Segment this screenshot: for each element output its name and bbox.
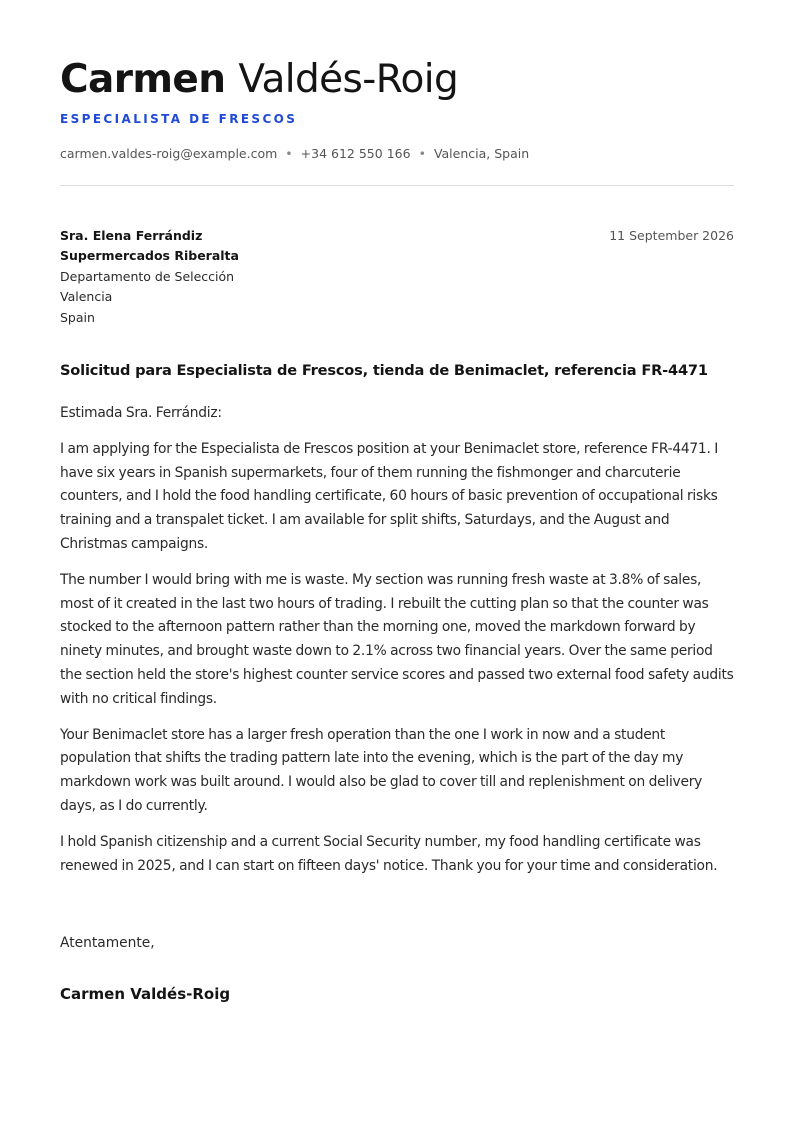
contact-line	[60, 145, 529, 163]
recipient-department: Departamento de Selección	[60, 268, 235, 284]
recipient-name: Sra. Elena Ferrándiz	[60, 228, 203, 243]
applicant-name	[60, 56, 458, 104]
recipient-city: Valencia	[60, 289, 113, 305]
applicant-last-name: Valdés-Roig	[238, 57, 459, 102]
contact-separator: •	[418, 146, 426, 161]
contact-email: carmen.valdes-roig@example.com	[60, 146, 278, 161]
applicant-role: ESPECIALISTA DE FRESCOS	[60, 112, 298, 126]
recipient-block	[60, 226, 239, 328]
body-paragraph: Your Benimaclet store has a larger fresh operation than the one I work in now and a student population that shifts the trading pattern late into the evening, which is the part of the day my markdown work was built around. I would also be glad to cover till and replenishment on delivery days, as I do currently.	[60, 726, 703, 814]
body-paragraph: I am applying for the Especialista de Frescos position at your Benimaclet store, reference FR-4471. I have six years in Spanish supermarkets, four of them running the fishmonger and charcuterie counters, and I hold the food handling certificate, 60 hours of basic prevention of occupational risks training and a transpalet ticket. I am available for split shifts, Saturdays, and the August and Christmas campaigns.	[60, 440, 719, 552]
contact-separator: •	[285, 146, 293, 161]
applicant-first-name: Carmen	[60, 57, 226, 102]
header-divider	[60, 185, 734, 186]
recipient-company: Supermercados Riberalta	[60, 248, 239, 264]
closing-phrase: Atentamente,	[60, 935, 155, 951]
body-paragraph: I hold Spanish citizenship and a current Social Security number, my food handling certificate was renewed in 2025, and I can start on fifteen days' notice. Thank you for your time and consideration.	[60, 833, 718, 874]
contact-location: Valencia, Spain	[433, 146, 530, 161]
body-paragraph: The number I would bring with me is waste. My section was running fresh waste at 3.8% of sales, most of it created in the last two hours of trading. I rebuilt the cutting plan so that the counter was stocked to the afternoon pattern rather than the morning one, moved the markdown forward by ninety minutes, and brought waste down to 2.1% across two financial years. Over the same period the section held the store's highest counter service scores and passed two external food safety audits with no critical findings.	[60, 571, 734, 707]
salutation: Estimada Sra. Ferrándiz:	[60, 405, 222, 421]
letter-subject: Solicitud para Especialista de Frescos, tienda de Benimaclet, referencia FR-4471	[60, 362, 708, 379]
recipient-country: Spain	[60, 309, 95, 325]
letter-body	[60, 402, 734, 890]
letter-date: 11 September 2026	[609, 228, 734, 243]
signature-name: Carmen Valdés-Roig	[60, 985, 231, 1003]
contact-phone: +34 612 550 166	[300, 146, 411, 161]
